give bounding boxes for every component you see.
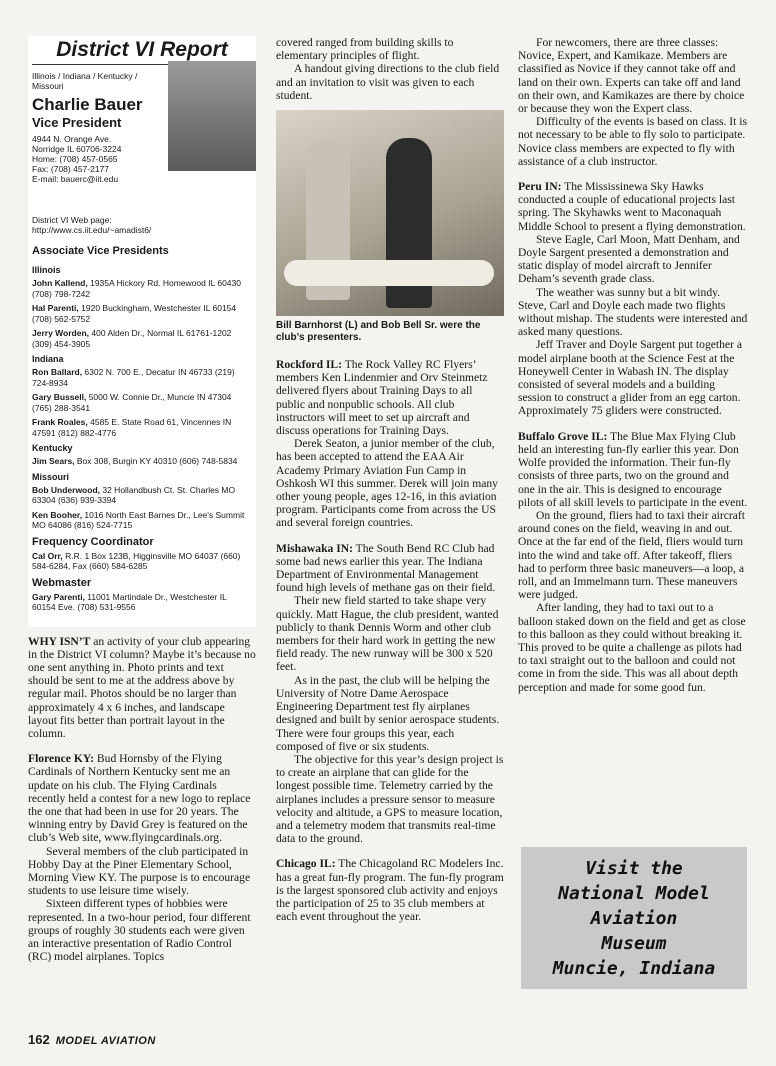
district-webpage bbox=[32, 215, 252, 235]
photo-model-airplane bbox=[284, 260, 494, 286]
assoc-group-missouri bbox=[28, 472, 256, 531]
buffalo-paragraph: After landing, they had to taxi out to a balloon staked down on the field and get as close to this balloon as they could without breaking it. This proved to be quite a challenge as pilots had to taxi straight out to the balloon and could not come in from the side. This was all about depth perception and made for some good fun. bbox=[518, 601, 746, 694]
topics-paragraph: covered ranged from building skills to elementary principles of flight. bbox=[276, 36, 454, 63]
vp-text bbox=[32, 91, 162, 184]
vp-portrait-photo bbox=[168, 61, 256, 171]
state-heading: Missouri bbox=[32, 471, 70, 482]
freq-entry: Cal Orr, R.R. 1 Box 123B, Higginsville MO 64037 (660) 584-6284, Fax (660) 584-6285 bbox=[32, 550, 241, 571]
state-heading: Kentucky bbox=[32, 443, 73, 453]
museum-ad-line: National Model bbox=[558, 882, 710, 904]
mishawaka-paragraph: As in the past, the club will be helping the University of Notre Dame Aerospace Engineering Department test fly airplanes designed and built by senior aerospace students. There were four groups this year, each composed of five or six students. bbox=[276, 673, 500, 753]
assoc-entry: Jim Sears, Box 308, Burgin KY 40310 (606) 748-5834 bbox=[32, 456, 238, 466]
mishawaka-paragraph: Their new field started to take shape very quickly. Matt Hague, the club president, wanted publicly to thank Dennis Worm and other club members for their hard work in getting the new field ready. The new runway will be 300 x 520 feet. bbox=[276, 594, 499, 674]
report-title: District VI Report bbox=[56, 38, 228, 61]
assoc-entry: Gary Bussell, 5000 W. Connie Dr., Muncie IN 47304 (765) 288-3541 bbox=[32, 392, 232, 413]
florence-paragraph: Sixteen different types of hobbies were represented. In a two-hour period, four different groups of roughly 30 students each were given an interactive presentation of Radio Control (RC) model airplanes. Topics bbox=[28, 897, 251, 964]
assoc-entry: Ron Ballard, 6302 N. 700 E., Decatur IN 46733 (219) 724-8934 bbox=[32, 367, 235, 388]
handout-paragraph: A handout giving directions to the club field and an invitation to visit was given to each student. bbox=[276, 62, 500, 102]
vp-address-line: 4944 N. Orange Ave. bbox=[32, 134, 112, 144]
florence-paragraph: Several members of the club participated in Hobby Day at the Piner Elementary School, Morning View KY. The purpose is to encourage students to use leisure time wisely. bbox=[28, 844, 251, 898]
vp-address-line: Norridge IL 60706-3224 bbox=[32, 144, 122, 154]
museum-ad-line: Museum bbox=[601, 932, 667, 954]
museum-ad-line: Muncie, Indiana bbox=[552, 957, 716, 979]
vp-address-line: Home: (708) 457-0565 bbox=[32, 154, 118, 164]
chicago-paragraph: Chicago IL: The Chicagoland RC Modelers Inc. has a great fun-fly program. The fun-fly program is the largest sponsored club activity and enjoys the participation of 25 to 35 club members at each event throughout the year. bbox=[276, 857, 504, 924]
museum-ad-line: Visit the bbox=[585, 857, 683, 879]
vp-block bbox=[28, 91, 256, 203]
column-right bbox=[518, 36, 748, 694]
photo-caption: Bill Barnhorst (L) and Bob Bell Sr. were the club’s presenters. bbox=[276, 320, 481, 344]
col3-articles bbox=[518, 36, 748, 694]
assoc-entry: Ken Booher, 1016 North East Barnes Dr., Lee's Summit MO 64086 (816) 524-7715 bbox=[32, 509, 245, 530]
page-footer bbox=[28, 1032, 156, 1047]
col2-articles-2 bbox=[276, 358, 504, 923]
peru-paragraph: Jeff Traver and Doyle Sargent put together a model airplane booth at the Science Fest at the Honeywell Center in Wabash IN. The display consisted of several models and a building session to construct a glider from an egg carton. Approximately 75 gliders were constructed. bbox=[518, 338, 742, 418]
assoc-group-illinois bbox=[28, 265, 256, 349]
webmaster-entry: Gary Parenti, 11001 Martindale Dr., Westchester IL 60154 Eve. (708) 531-9556 bbox=[32, 591, 227, 612]
state-heading: Indiana bbox=[32, 354, 64, 364]
vp-name: Charlie Bauer bbox=[32, 95, 143, 114]
why-paragraph: WHY ISN’T an activity of your club appearing in the District VI column? Maybe it’s because no one sent anything in. Photo prints and text should be sent to me at the address above by regular mail. Photos should be no larger than approximately 4 x 6 inches, and landscape layout fits better than portrait layout in the column. bbox=[28, 634, 256, 740]
florence-paragraph: Florence KY: Bud Hornsby of the Flying Cardinals of Northern Kentucky sent me an update on his club. The Flying Cardinals recently held a contest for a new logo to replace the one that had been in use for 20 years. The winning entry by David Grey is featured on the club’s Web site, www.flyingcardinals.org. bbox=[28, 752, 251, 845]
difficulty-paragraph: Difficulty of the events is based on class. It is not necessary to be able to fly solo to participate. Novice class members are expected to fly with assistance of a club instructor. bbox=[518, 115, 748, 168]
vp-title: Vice President bbox=[32, 115, 122, 130]
magazine-name: MODEL AVIATION bbox=[55, 1035, 156, 1047]
webpage-label: District VI Web page: bbox=[32, 215, 112, 225]
column-middle bbox=[276, 36, 504, 923]
col2-articles bbox=[276, 36, 504, 102]
freq-heading: Frequency Coordinator bbox=[32, 535, 154, 548]
vp-address-line: Fax: (708) 457-2177 bbox=[32, 164, 110, 174]
webmaster bbox=[28, 577, 256, 627]
assoc-entry: John Kallend, 1935A Hickory Rd. Homewood IL 60430 (708) 798-7242 bbox=[32, 278, 241, 299]
assoc-vp-heading: Associate Vice Presidents bbox=[32, 245, 169, 257]
assoc-entry: Hal Parenti, 1920 Buckingham, Westchester IL 60154 (708) 562-5752 bbox=[32, 303, 237, 324]
buffalo-paragraph: On the ground, fliers had to taxi their aircraft around cones on the field, weaving in and out. Once at the far end of the field, fliers would turn into the wind and take off. After takeoff, fliers had to perform three basic maneuvers—a loop, a roll, and an Immelmann turn. These maneuvers were judged. bbox=[518, 508, 745, 602]
buffalo-paragraph: Buffalo Grove IL: The Blue Max Flying Club held an interesting fun-fly earlier this year. Don Wolfe provided the information. Their fun-fly consists of three parts, two on the ground and one in the air. This is designed to encourage pilots of all skill levels to participate in the event. bbox=[518, 429, 748, 509]
assoc-entry: Jerry Worden, 400 Alden Dr., Normal IL 61761-1202 (309) 454-3905 bbox=[32, 328, 232, 349]
webpage-url: http://www.cs.iit.edu/~amadist6/ bbox=[32, 225, 152, 235]
museum-ad bbox=[521, 847, 747, 989]
assoc-entry: Frank Roales, 4585 E. State Road 61, Vincennes IN 47591 (812) 882-4776 bbox=[32, 417, 232, 438]
column-left bbox=[28, 36, 256, 963]
mishawaka-paragraph: The objective for this year’s design project is to create an airplane that can glide for the longest possible time. Telemetry carried by the airplanes includes a pressure sensor to measure velocity and altitude, a GPS to measure location, and a telemetry modem that transmits real-time data to the ground. bbox=[276, 752, 504, 846]
assoc-group-kentucky bbox=[28, 443, 256, 467]
page-number: 162 bbox=[28, 1032, 50, 1047]
classes-paragraph: For newcomers, there are three classes: Novice, Expert, and Kamikaze. Members are classified as Novice if they cannot take off and land on their own. Experts can take off and land on their own, and Kamikazes are there by choice or because they won the Expert class. bbox=[518, 36, 745, 116]
assoc-group-indiana bbox=[28, 354, 256, 438]
rockford-paragraph: Derek Seaton, a junior member of the club, has been accepted to attend the EAA Air Academy Primary Aviation Fun Camp in Oshkosh WI this summer. Derek will join many other young people, ages 12-16, in this aviation program. Participants come from across the US and several foreign countries. bbox=[276, 437, 498, 530]
states-line: Illinois / Indiana / Kentucky / Missouri bbox=[32, 71, 138, 91]
col1-articles bbox=[28, 635, 256, 964]
vp-address-line: E-mail: bauerc@iit.edu bbox=[32, 174, 119, 184]
state-heading: Illinois bbox=[32, 265, 61, 275]
rockford-paragraph: Rockford IL: The Rock Valley RC Flyers’ members Ken Lindenmier and Orv Steinmetz delivered flyers about Training Days to all public and nonpublic schools. All club instructors will meet to set up aircraft and discuss operations for Training Days. bbox=[276, 358, 488, 438]
frequency-coordinator bbox=[28, 536, 256, 572]
peru-paragraph: Steve Eagle, Carl Moon, Matt Denham, and Doyle Sargent presented a demonstration and static display of model aircraft to Jennifer Deham’s seventh grade class. bbox=[518, 232, 740, 286]
presenters-photo bbox=[276, 110, 504, 316]
mishawaka-paragraph: Mishawaka IN: The South Bend RC Club had some bad news earlier this year. The Indiana Department of Environmental Management found high levels of methane gas on their field. bbox=[276, 541, 496, 595]
webmaster-heading: Webmaster bbox=[32, 576, 92, 589]
peru-paragraph: Peru IN: The Mississinewa Sky Hawks conducted a couple of educational projects last spring. The Skyhawks went to Maconaquah Middle School to present a flying demonstration. bbox=[518, 180, 746, 233]
peru-paragraph: The weather was sunny but a bit windy. Steve, Carl and Doyle each made two flights without mishap. The students were interested and asked many questions. bbox=[518, 285, 748, 339]
district-sidebar bbox=[28, 36, 256, 627]
museum-ad-line: Aviation bbox=[590, 907, 678, 929]
assoc-entry: Bob Underwood, 32 Hollandbush Ct. St. Charles MO 63304 (636) 939-3394 bbox=[32, 484, 236, 505]
